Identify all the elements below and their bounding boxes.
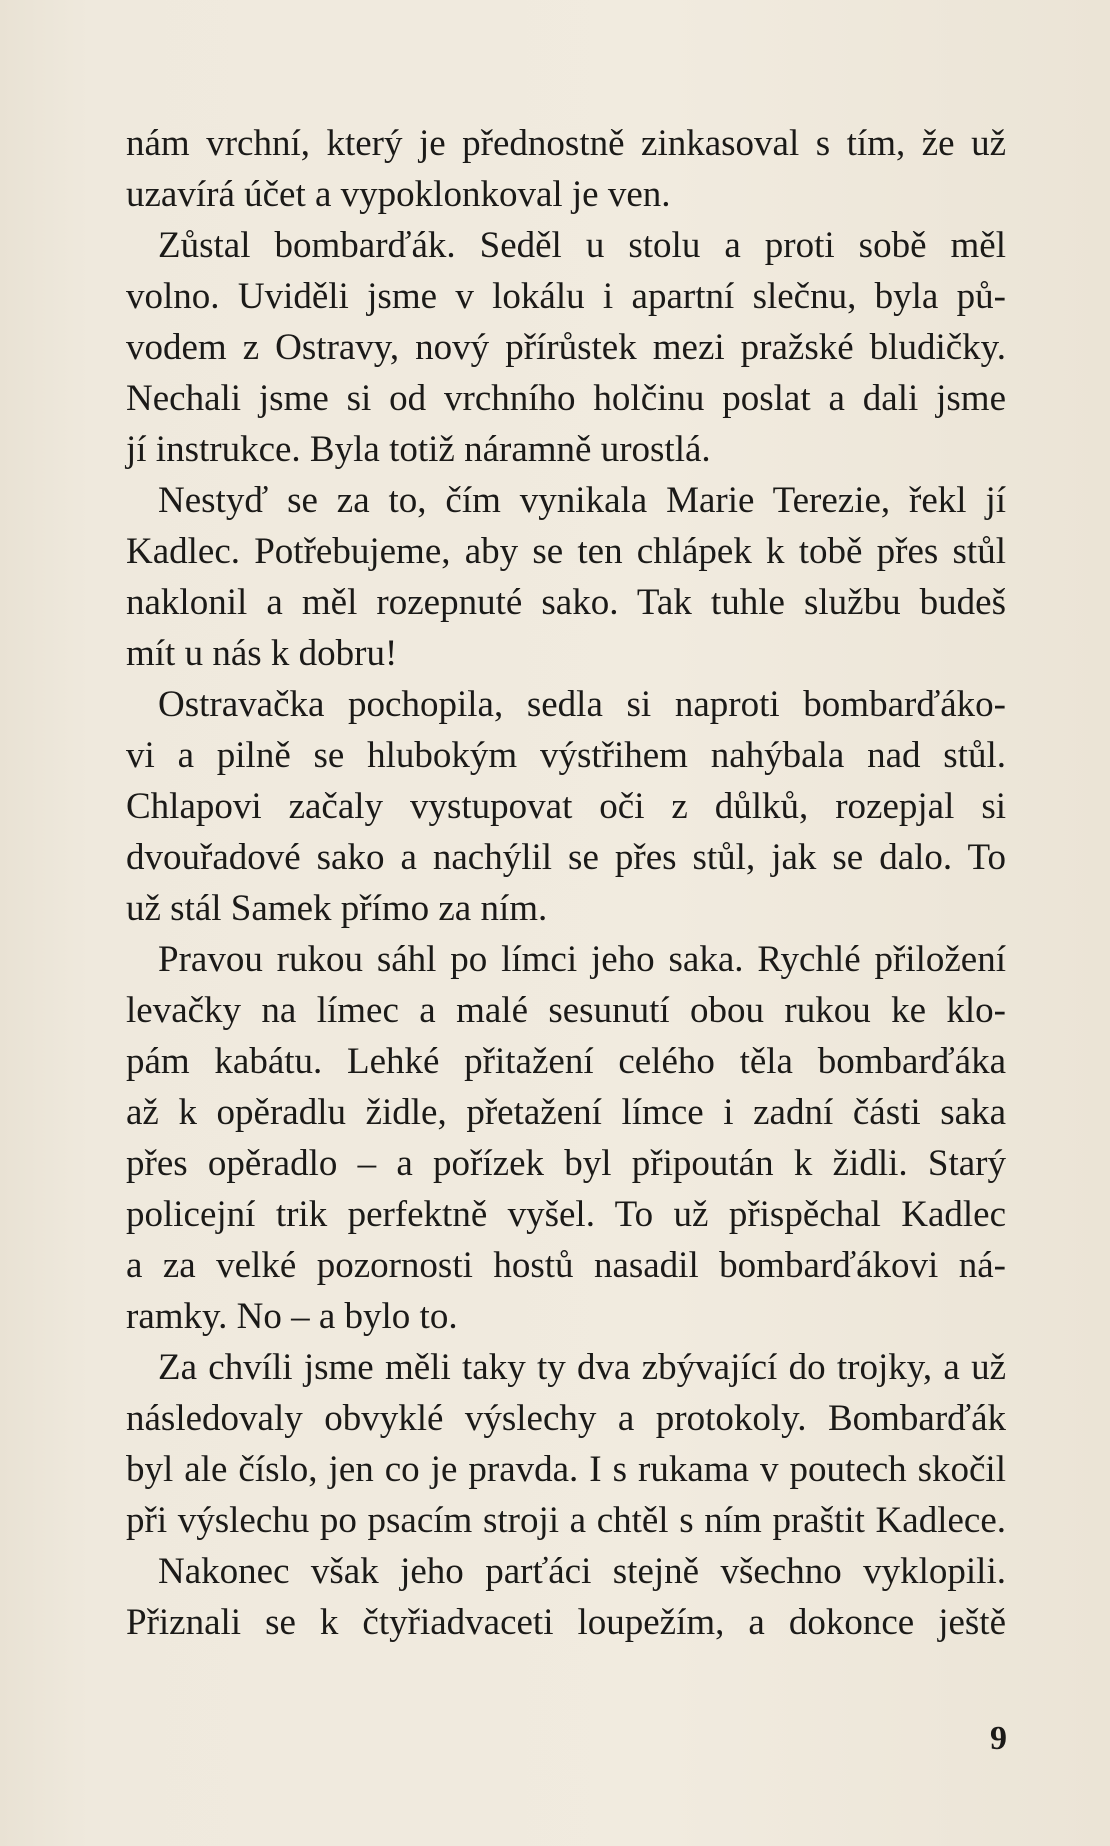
page-number: 9	[990, 1720, 1007, 1757]
text-line: přes opěradlo – a pořízek byl připoután k židli. Starý	[126, 1143, 1006, 1184]
text-line: volno. Uviděli jsme v lokálu i apartní slečnu, byla pů-	[126, 276, 1006, 317]
text-line: Pravou rukou sáhl po límci jeho saka. Rychlé přiložení	[158, 939, 1006, 980]
text-line: byl ale číslo, jen co je pravda. I s rukama v poutech skočil	[126, 1449, 1006, 1490]
text-line: Nestyď se za to, čím vynikala Marie Terezie, řekl jí	[158, 480, 1006, 521]
text-line: Zůstal bombarďák. Seděl u stolu a proti sobě měl	[158, 225, 1006, 266]
text-line: jí instrukce. Byla totiž náramně urostlá.	[126, 429, 711, 470]
text-line: vi a pilně se hlubokým výstřihem nahýbala nad stůl.	[126, 735, 1006, 776]
text-line: až k opěradlu židle, přetažení límce i zadní části saka	[126, 1092, 1006, 1133]
body-text	[126, 118, 1006, 1648]
text-line: Nakonec však jeho parťáci stejně všechno vyklopili.	[158, 1551, 1006, 1592]
text-line: dvouřadové sako a nachýlil se přes stůl, jak se dalo. To	[126, 837, 1006, 878]
text-line: pám kabátu. Lehké přitažení celého těla bombarďáka	[126, 1041, 1006, 1082]
text-line: Přiznali se k čtyřiadvaceti loupežím, a dokonce ještě	[126, 1602, 1006, 1643]
text-line: naklonil a měl rozepnuté sako. Tak tuhle službu budeš	[126, 582, 1006, 623]
text-line: při výslechu po psacím stroji a chtěl s ním praštit Kadlece.	[126, 1500, 1006, 1541]
text-line: levačky na límec a malé sesunutí obou rukou ke klo-	[126, 990, 1006, 1031]
text-line: a za velké pozornosti hostů nasadil bombarďákovi ná-	[126, 1245, 1006, 1286]
text-line: už stál Samek přímo za ním.	[126, 888, 548, 929]
text-line: uzavírá účet a vypoklonkoval je ven.	[126, 174, 671, 215]
text-line: Za chvíli jsme měli taky ty dva zbývající do trojky, a už	[158, 1347, 1006, 1388]
text-line: Chlapovi začaly vystupovat oči z důlků, rozepjal si	[126, 786, 1006, 827]
text-line: mít u nás k dobru!	[126, 633, 398, 674]
text-line: Nechali jsme si od vrchního holčinu poslat a dali jsme	[126, 378, 1006, 419]
text-line: nám vrchní, který je přednostně zinkasoval s tím, že už	[126, 123, 1006, 164]
text-line: ramky. No – a bylo to.	[126, 1296, 458, 1337]
text-line: Ostravačka pochopila, sedla si naproti bombarďáko-	[158, 684, 1006, 725]
text-line: následovaly obvyklé výslechy a protokoly. Bombarďák	[126, 1398, 1006, 1439]
text-line: vodem z Ostravy, nový přírůstek mezi pražské bludičky.	[126, 327, 1006, 368]
text-line: Kadlec. Potřebujeme, aby se ten chlápek k tobě přes stůl	[126, 531, 1006, 572]
text-line: policejní trik perfektně vyšel. To už přispěchal Kadlec	[126, 1194, 1006, 1235]
